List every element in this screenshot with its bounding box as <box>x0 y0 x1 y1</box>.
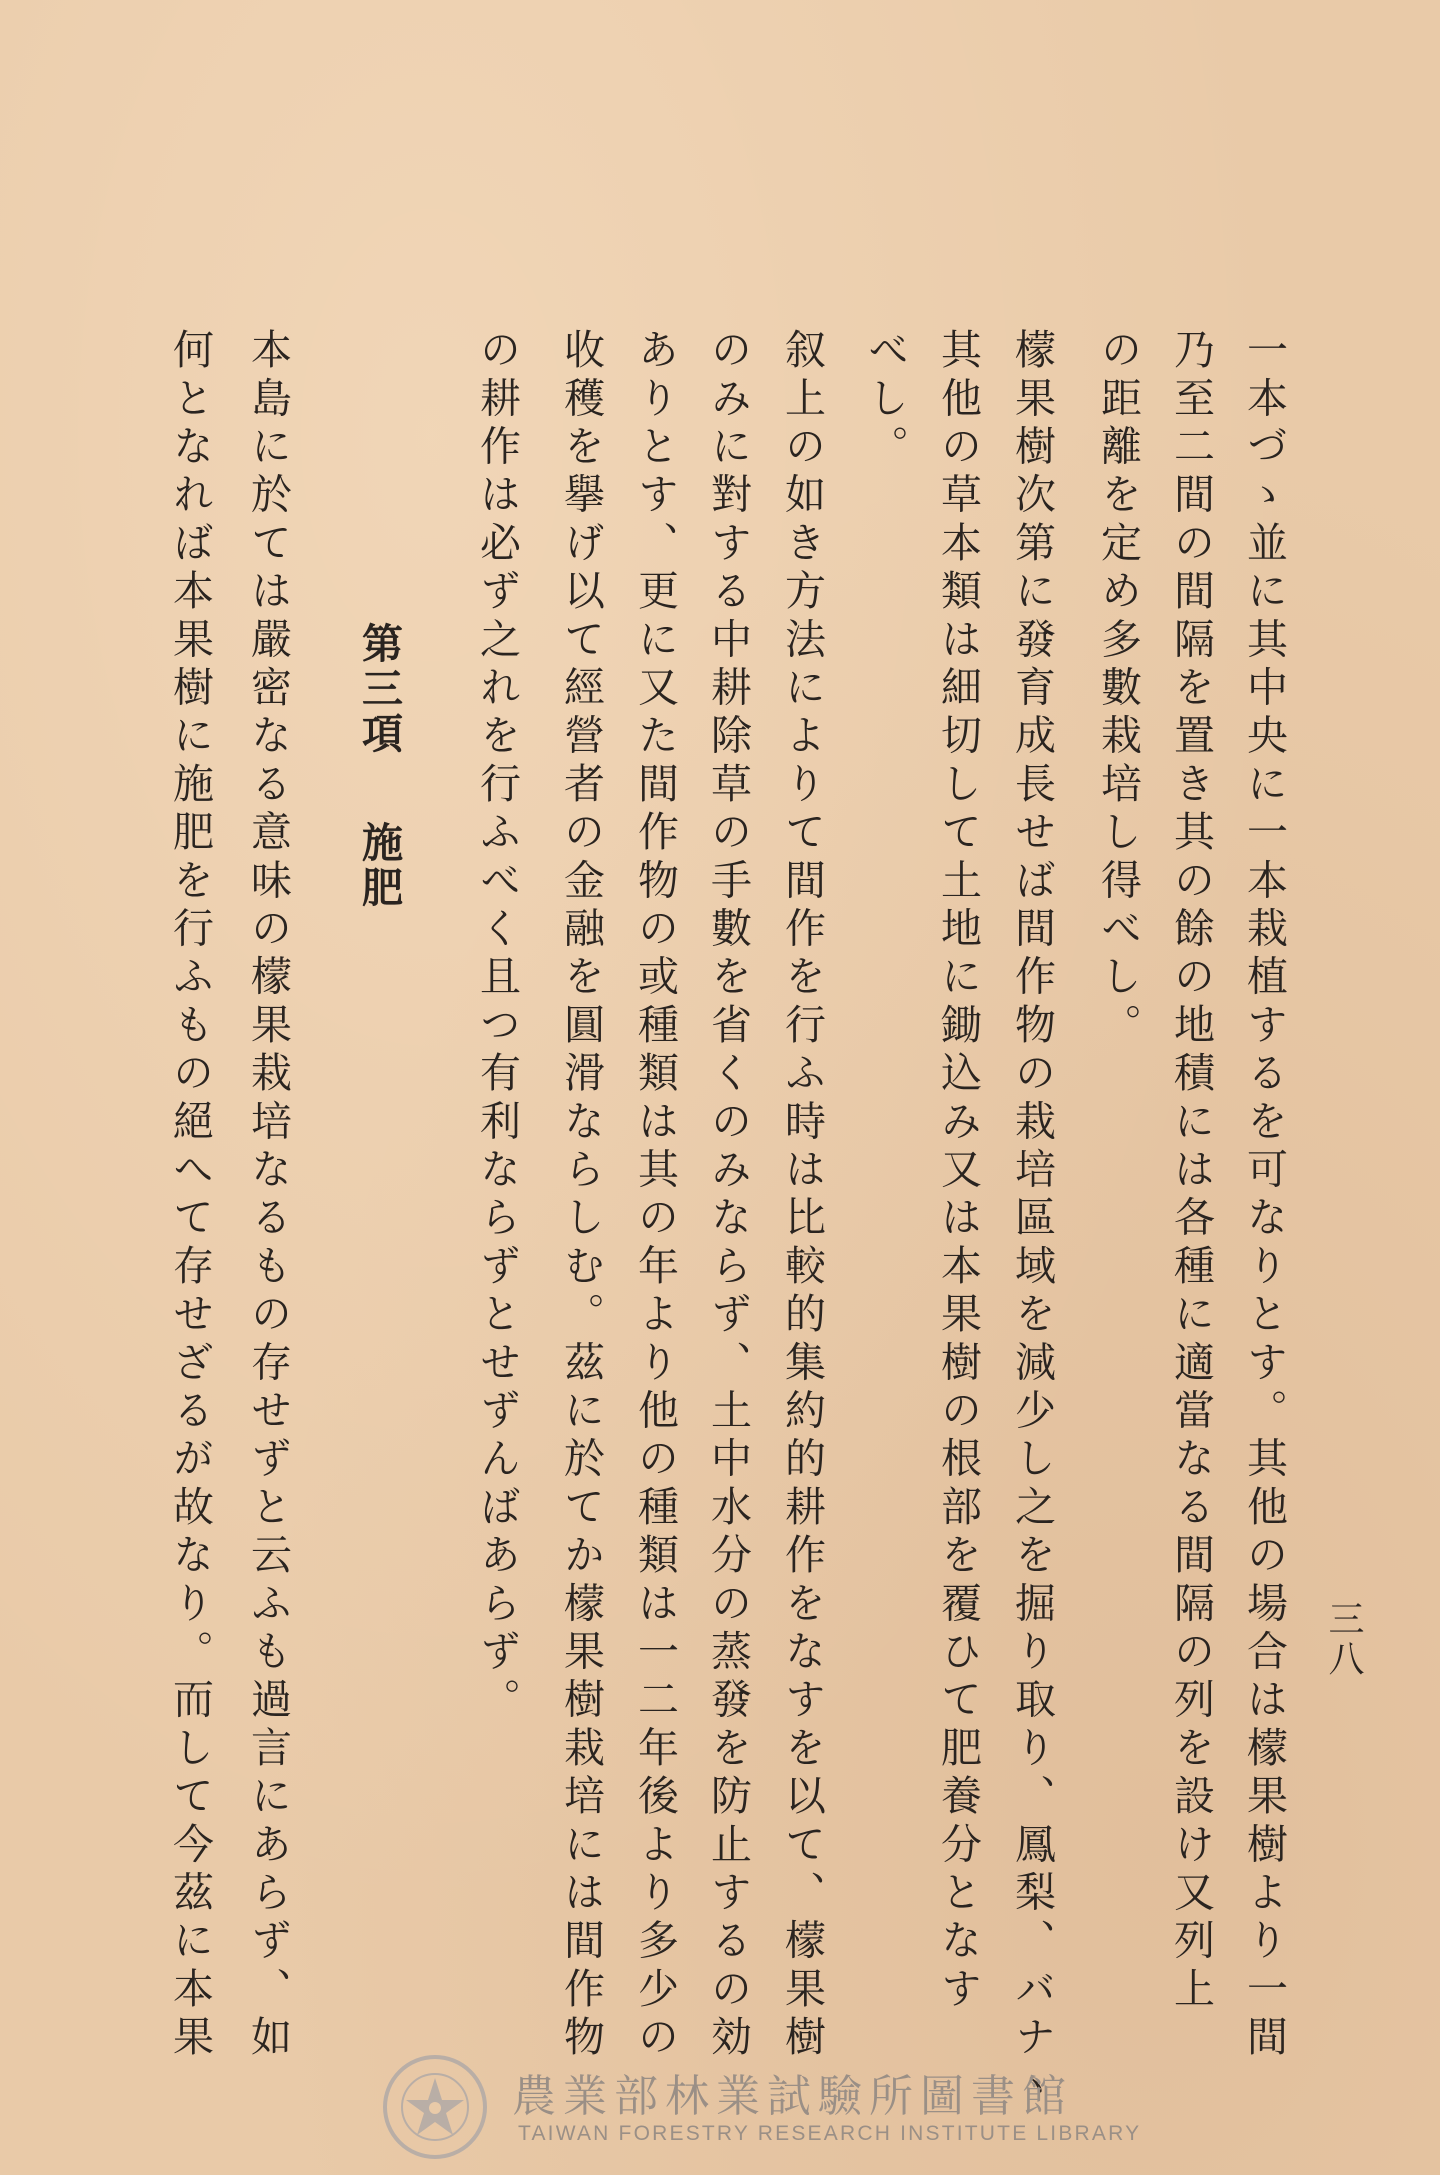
text-column-1: 一本づゝ並に其中央に一本栽植するを可なりとす。其他の場合は檬果樹より一間 <box>1240 328 1288 2064</box>
text-column-3: の距離を定め多數栽培し得べし。 <box>1094 328 1142 1051</box>
text-column-5: 其他の草本類は細切して土地に鋤込み又は本果樹の根部を覆ひて肥養分となす <box>934 328 982 2015</box>
text-column-10: 收穫を擧げ以て經營者の金融を圓滑ならしむ。茲に於てか檬果樹栽培には間作物 <box>557 328 605 2064</box>
text-column-6: べし。 <box>861 328 909 473</box>
section-heading-title: 施肥 <box>355 821 403 911</box>
library-name-chinese: 農業部林業試驗所圖書館 <box>512 2071 1073 2122</box>
text-column-8: のみに對する中耕除草の手數を省くのみならず、土中水分の蒸發を防止するの効 <box>704 328 752 2064</box>
text-column-2: 乃至二間の間隔を置き其の餘の地積には各種に適當なる間隔の列を設け又列上 <box>1167 328 1215 2015</box>
text-column-9: ありとす、更に又た間作物の或種類は其の年より他の種類は一二年後より多少の <box>631 328 679 2064</box>
library-seal-icon <box>380 2052 490 2162</box>
page-number: 三八 <box>1323 1600 1364 1680</box>
library-watermark <box>370 2040 1142 2170</box>
text-column-12: 本島に於ては嚴密なる意味の檬果栽培なるもの存せずと云ふも過言にあらず、如 <box>244 328 292 2064</box>
text-column-13: 何となれば本果樹に施肥を行ふもの絕へて存せざるが故なり。而して今茲に本果 <box>166 328 214 2064</box>
text-column-4: 檬果樹次第に發育成長せば間作物の栽培區域を減少し之を掘り取り、鳳梨、バナヽ <box>1008 328 1056 2112</box>
section-heading-number: 第三項 <box>355 622 403 757</box>
text-column-7: 叙上の如き方法によりて間作を行ふ時は比較的集約的耕作をなすを以て、檬果樹 <box>778 328 826 2064</box>
text-column-11: の耕作は必ず之れを行ふべく且つ有利ならずとせずんばあらず。 <box>473 328 521 1726</box>
section-heading <box>350 622 409 911</box>
library-name-english: TAIWAN FORESTRY RESEARCH INSTITUTE LIBRARY <box>518 2122 1142 2145</box>
